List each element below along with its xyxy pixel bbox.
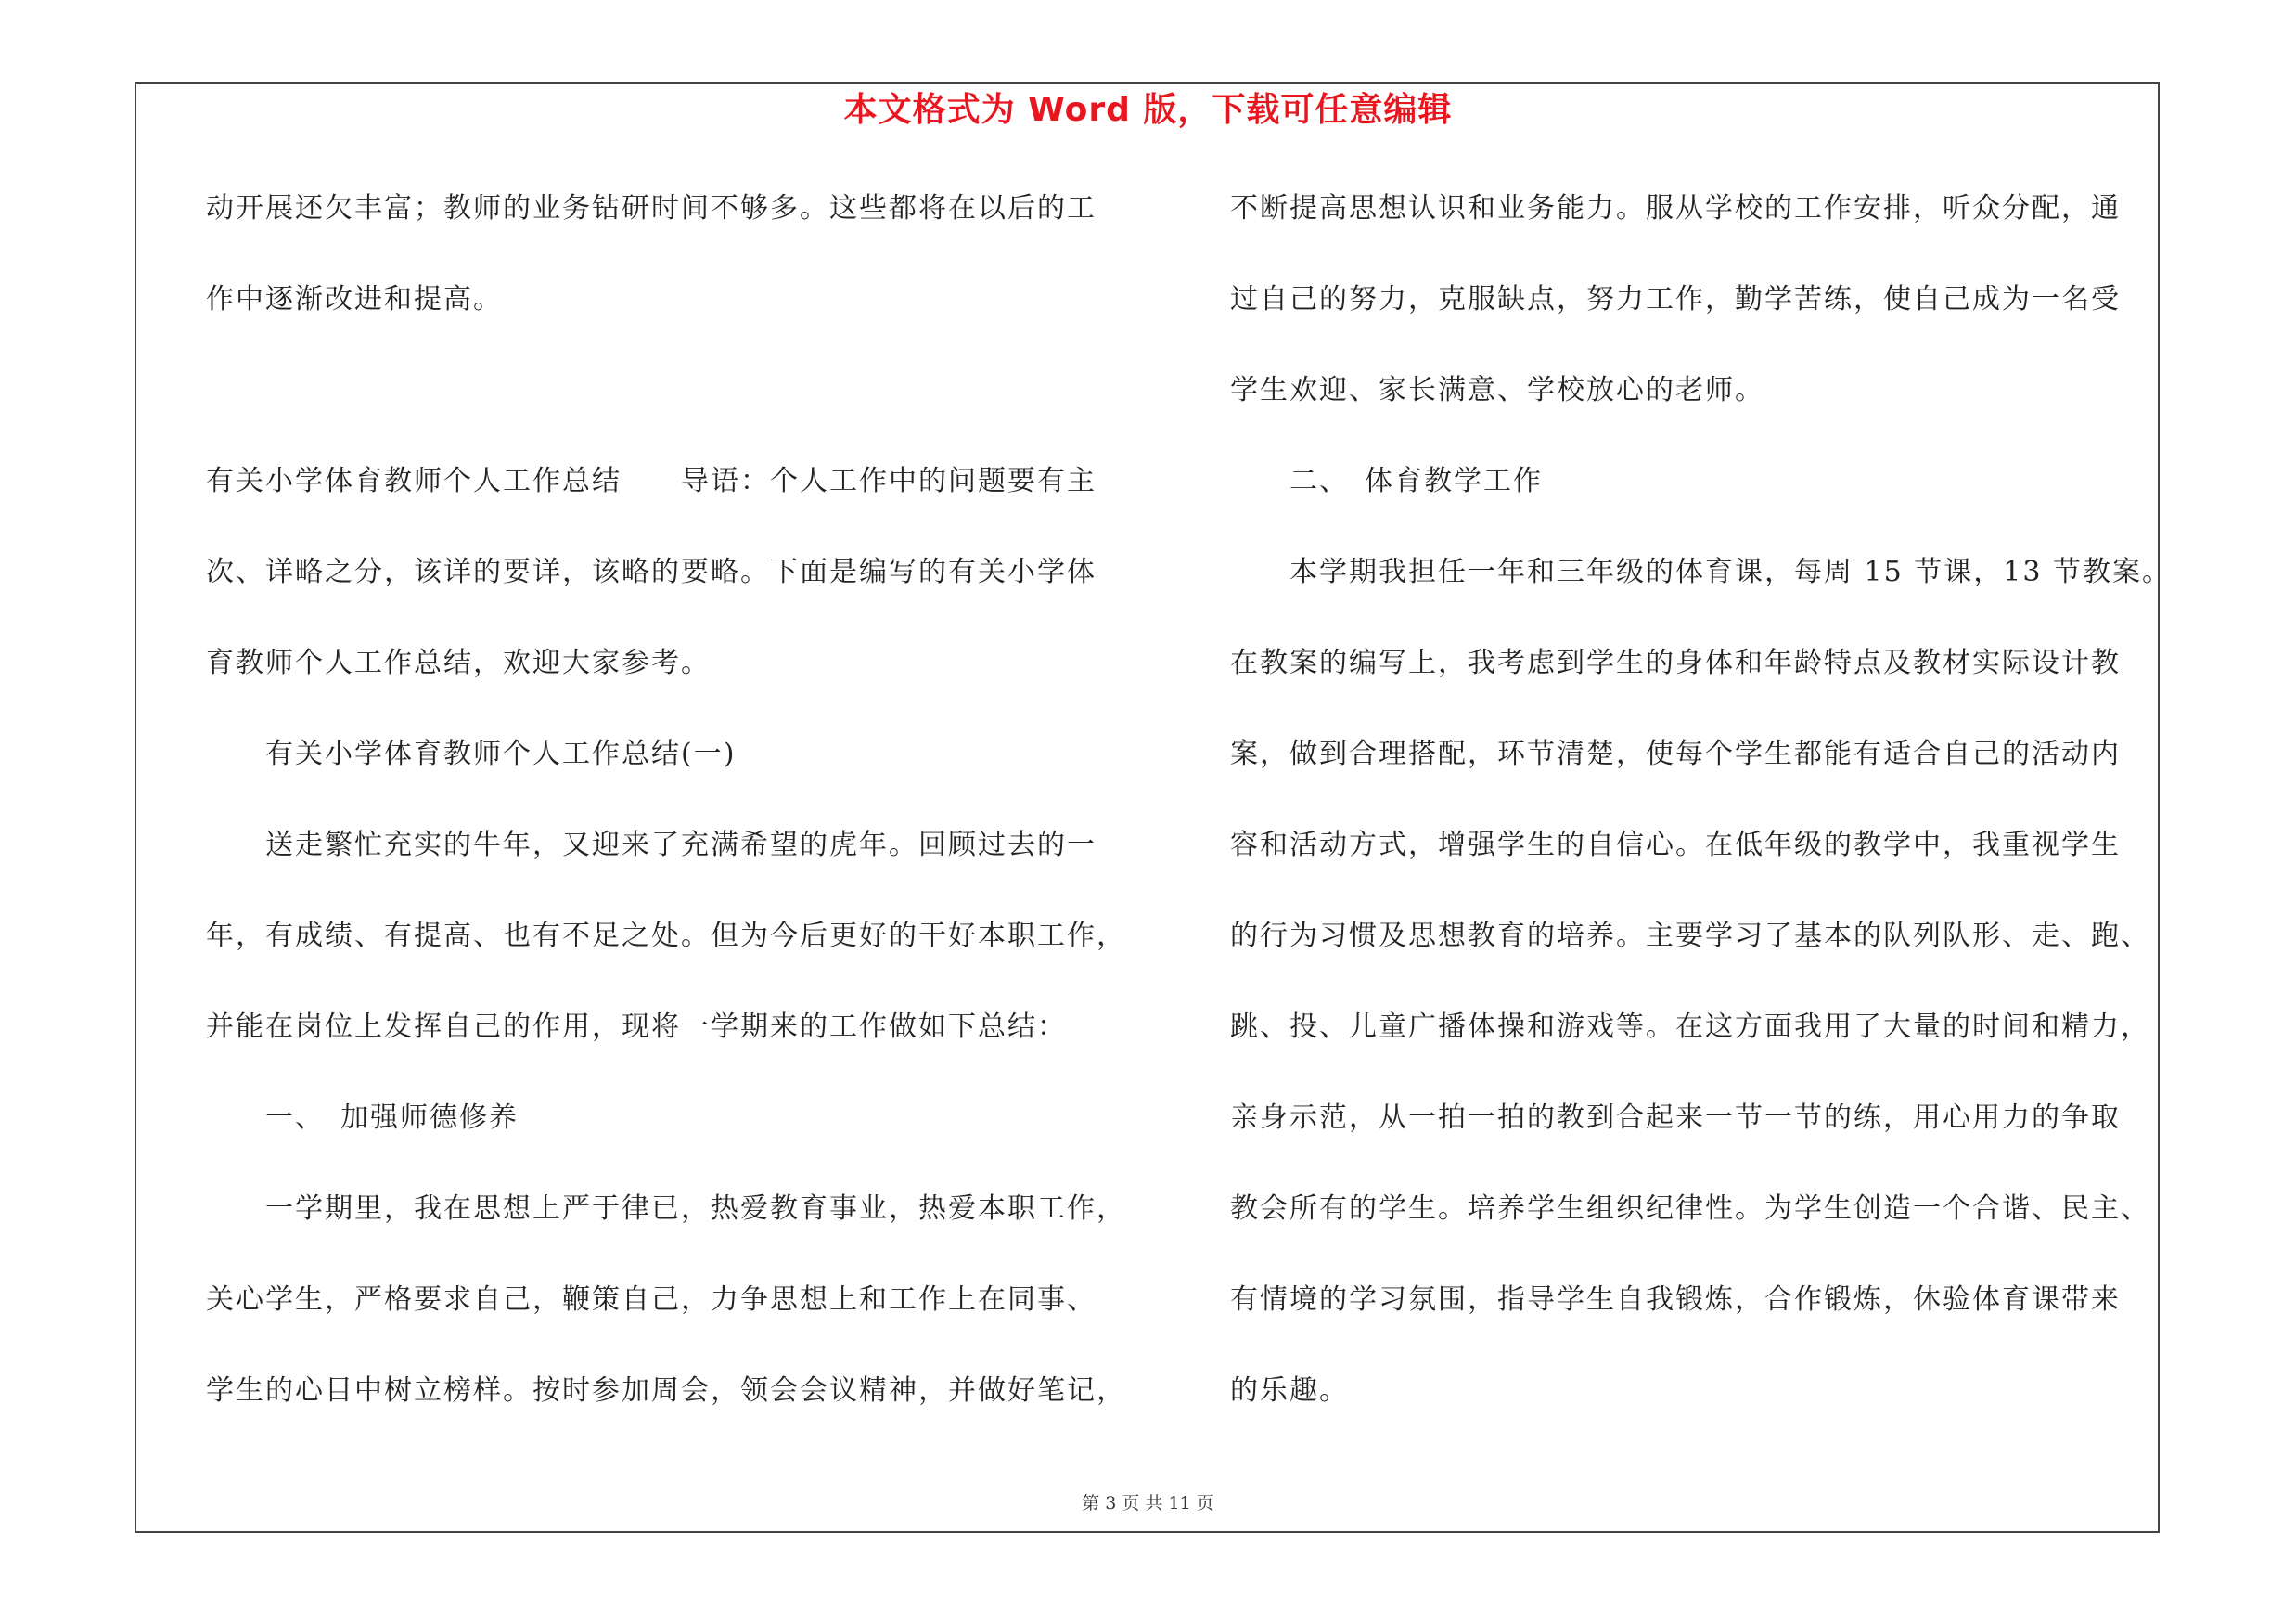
text-line: 学生欢迎、家长满意、学校放心的老师。 [1230,374,1764,406]
text-line: 的行为习惯及思想教育的培养。主要学习了基本的队列队形、走、跑、 [1230,920,2150,952]
text-line: 育教师个人工作总结，欢迎大家参考。 [206,647,711,679]
text-line: 本学期我担任一年和三年级的体育课，每周 15 节课，13 节教案。 [1230,556,2172,588]
text-line: 学生的心目中树立榜样。按时参加周会，领会会议精神，并做好笔记， [206,1374,1126,1407]
text-line: 作中逐渐改进和提高。 [206,283,503,316]
text-line: 过自己的努力，克服缺点，努力工作，勤学苦练，使自己成为一名受 [1230,283,2121,316]
text-line: 容和活动方式，增强学生的自信心。在低年级的教学中，我重视学生 [1230,829,2121,861]
text-line: 年，有成绩、有提高、也有不足之处。但为今后更好的干好本职工作， [206,920,1126,952]
format-banner: 本文格式为 Word 版，下载可任意编辑 [843,91,1453,129]
text-line: 一学期里，我在思想上严于律已，热爱教育事业，热爱本职工作， [206,1192,1126,1225]
text-line: 跳、投、儿童广播体操和游戏等。在这方面我用了大量的时间和精力， [1230,1011,2150,1043]
text-line: 有关小学体育教师个人工作总结 导语：个人工作中的问题要有主 [206,465,1097,497]
text-line: 的乐趣。 [1230,1374,1349,1407]
text-line: 次、详略之分，该详的要详，该略的要略。下面是编写的有关小学体 [206,556,1097,588]
text-line: 亲身示范，从一拍一拍的教到合起来一节一节的练，用心用力的争取 [1230,1101,2121,1134]
left-column [206,181,1134,1454]
text-line: 案，做到合理搭配，环节清楚，使每个学生都能有适合自己的活动内 [1230,738,2121,770]
section-heading: 二、 体育教学工作 [1230,465,1543,497]
page-number: 第 3 页 共 11 页 [1082,1493,1214,1514]
text-line: 动开展还欠丰富；教师的业务钻研时间不够多。这些都将在以后的工 [206,192,1097,225]
section-heading: 一、 加强师德修养 [206,1101,519,1134]
text-line: 教会所有的学生。培养学生组织纪律性。为学生创造一个合谐、民主、 [1230,1192,2150,1225]
section-heading: 有关小学体育教师个人工作总结(一) [206,738,737,770]
text-line [206,363,1134,454]
text-line: 并能在岗位上发挥自己的作用，现将一学期来的工作做如下总结： [206,1011,1067,1043]
text-line: 送走繁忙充实的牛年，又迎来了充满希望的虎年。回顾过去的一 [206,829,1097,861]
text-line: 有情境的学习氛围，指导学生自我锻炼，合作锻炼，休验体育课带来 [1230,1283,2121,1316]
text-line: 在教案的编写上，我考虑到学生的身体和年龄特点及教材实际设计教 [1230,647,2121,679]
text-line: 不断提高思想认识和业务能力。服从学校的工作安排，听众分配，通 [1230,192,2121,225]
text-line: 关心学生，严格要求自己，鞭策自己，力争思想上和工作上在同事、 [206,1283,1097,1316]
right-column [1230,181,2172,1454]
